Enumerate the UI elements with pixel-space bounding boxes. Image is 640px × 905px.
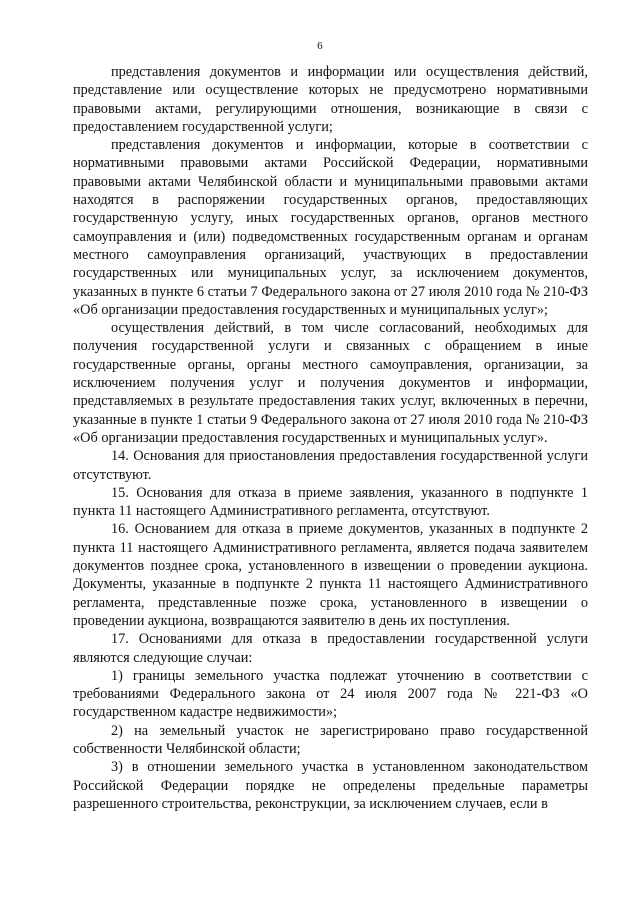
paragraph-clause-17-item-1: 1) границы земельного участка подлежат уточнению в соответствии с требованиями Федерального закона от 24 июля 2007 года № 221-ФЗ «О государственном кадастре недвижимости»; [73,667,588,721]
paragraph-actions-and-approvals: осуществления действий, в том числе согласований, необходимых для получения государственной услуги и связанных с обращением в иные государственные органы, органы местного самоуправления, организации, за исключением получения услуг и получения документов и информации, представляемых в результате предоставления таких услуг, включенных в перечни, указанные в пункте 1 статьи 9 Федерального закона от 27 июля 2010 года № 210-ФЗ «Об организации предоставления государственных и муниципальных услуг». [73,320,588,446]
paragraph-clause-16: 16. Основанием для отказа в приеме документов, указанных в подпункте 2 пункта 11 настоящего Административного регламента, является подача заявителем документов позднее срока, установленного в извещении о проведении аукциона. Документы, указанные в подпункте 2 пункта 11 настоящего Административного регламента, представленные позже срока, установленного в извещении о проведении аукциона, возвращаются заявителю в день их поступления. [73,521,588,629]
page-number: 6 [317,40,323,52]
paragraph-clause-17: 17. Основаниями для отказа в предоставлении государственной услуги являются следующие случаи: [73,631,588,666]
paragraph-clause-15: 15. Основания для отказа в приеме заявления, указанного в подпункте 1 пункта 11 настоящего Административного регламента, отсутствуют. [73,484,588,520]
document-body [73,63,588,813]
paragraph-clause-17-item-3: 3) в отношении земельного участка в установленном законодательством Российской Федерации порядке не определены предельные параметры разрешенного строительства, реконструкции, за исключением случаев, если в [73,759,588,812]
paragraph-clause-14: 14. Основания для приостановления предоставления государственной услуги отсутствуют. [73,448,588,483]
paragraph-representation-of-documents: представления документов и информации или осуществления действий, представление или осуществление которых не предусмотрено нормативными правовыми актами, регулирующими отношения, возникающие в связи с предоставлением государственной услуги; [73,64,588,135]
paragraph-documents-in-possession: представления документов и информации, которые в соответствии с нормативными правовыми актами Российской Федерации, нормативными правовыми актами Челябинской области и муниципальными правовыми актами находятся в распоряжении государственных органов, предоставляющих государственную услугу, иных государственных органов, органов местного самоуправления и (или) подведомственных государственным органам и органам местного самоуправления организаций, участвующих в предоставлении государственных или муниципальных услуг, за исключением документов, указанных в пункте 6 статьи 7 Федерального закона от 27 июля 2010 года № 210-ФЗ «Об организации предоставления государственных и муниципальных услуг»; [73,137,588,318]
paragraph-clause-17-item-2: 2) на земельный участок не зарегистрировано право государственной собственности Челябинской области; [73,722,588,757]
